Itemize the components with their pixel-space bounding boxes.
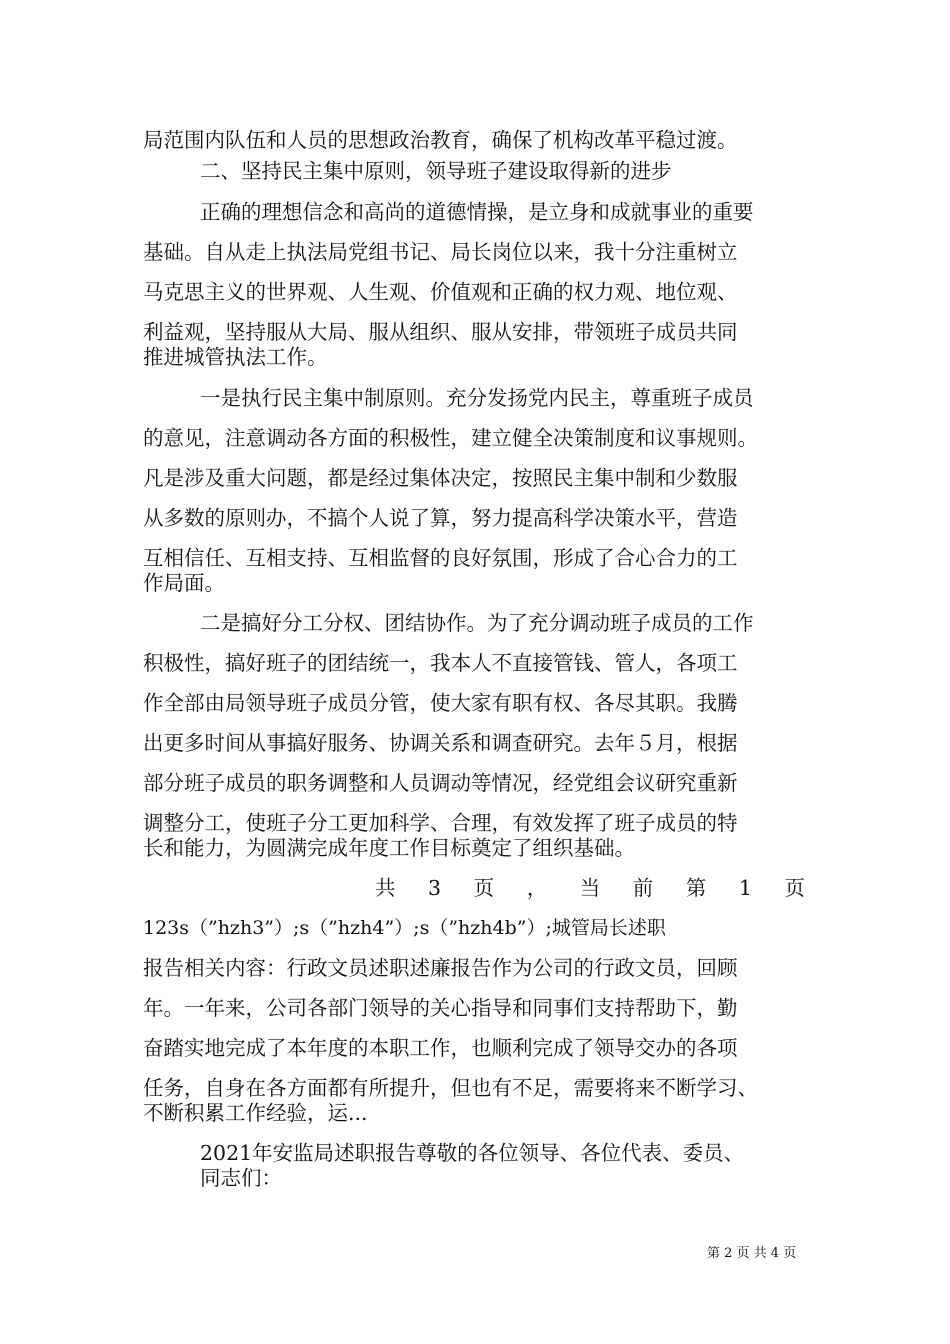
body-text-line: 局范围内队伍和人员的思想政治教育，确保了机构改革平稳过渡。: [143, 128, 738, 152]
body-text-line: 同志们：: [200, 1166, 282, 1190]
body-text-line: 二是搞好分工分权、团结协作。为了充分调动班子成员的工作: [200, 611, 754, 635]
body-text-line: 报告相关内容：行政文员述职述廉报告作为公司的行政文员，回顾: [143, 956, 738, 980]
body-text-line: 从多数的原则办，不搞个人说了算，努力提高科学决策水平，营造: [143, 506, 738, 530]
section-heading: 二、坚持民主集中原则，领导班子建设取得新的进步: [200, 159, 672, 183]
page-counter-line: [375, 873, 805, 903]
body-text-line: 的意见，注意调动各方面的积极性，建立健全决策制度和议事规则。: [143, 426, 758, 450]
body-text-line: 长和能力，为圆满完成年度工作目标奠定了组织基础。: [143, 836, 635, 860]
body-text-line: 一是执行民主集中制原则。充分发扬党内民主，尊重班子成员: [200, 386, 754, 410]
body-text-line: 作局面。: [143, 571, 225, 595]
page-counter-token: 页: [473, 876, 495, 900]
page-counter-token: 当: [579, 876, 601, 900]
body-text-line: 不断积累工作经验，运...: [143, 1101, 368, 1125]
body-text-line: 作全部由局领导班子成员分管，使大家有职有权、各尽其职。我腾: [143, 691, 738, 715]
page-counter-token: 共: [375, 876, 396, 900]
body-text-line: 奋踏实地完成了本年度的本职工作，也顺利完成了领导交办的各项: [143, 1036, 738, 1060]
body-text-line: 马克思主义的世界观、人生观、价值观和正确的权力观、地位观、: [143, 280, 738, 304]
body-text-line: 出更多时间从事搞好服务、协调关系和调查研究。去年５月，根据: [143, 731, 738, 755]
page-counter-token: 前: [632, 876, 654, 900]
body-text-line: 凡是涉及重大问题，都是经过集体决定，按照民主集中制和少数服: [143, 466, 738, 490]
body-text-line: 2021年安监局述职报告尊敬的各位领导、各位代表、委员、: [200, 1141, 745, 1165]
body-text-line: 任务，自身在各方面都有所提升，但也有不足，需要将来不断学习、: [143, 1076, 758, 1100]
body-text-line: 正确的理想信念和高尚的道德情操，是立身和成就事业的重要: [200, 200, 754, 224]
body-text-line: 年。一年来，公司各部门领导的关心指导和同事们支持帮助下，勤: [143, 996, 738, 1020]
page-footer: 第 2 页 共 4 页: [707, 1246, 797, 1261]
body-text-line: 互相信任、互相支持、互相监督的良好氛围，形成了合心合力的工: [143, 546, 738, 570]
body-text-line: 调整分工，使班子分工更加科学、合理，有效发挥了班子成员的特: [143, 811, 738, 835]
body-text-line: 利益观，坚持服从大局、服从组织、服从安排，带领班子成员共同: [143, 320, 738, 344]
body-text-line: 积极性，搞好班子的团结统一，我本人不直接管钱、管人，各项工: [143, 651, 738, 675]
body-text-line: 基础。自从走上执法局党组书记、局长岗位以来，我十分注重树立: [143, 240, 738, 264]
page-counter-token: 第: [685, 876, 707, 900]
page-counter-token: 3: [428, 876, 442, 900]
body-text-line: 123s（”hzh3”）;s（”hzh4”）;s（”hzh4b”）;城管局长述职: [143, 917, 666, 939]
body-text-line: 推进城管执法工作。: [143, 345, 328, 369]
body-text-line: 部分班子成员的职务调整和人员调动等情况，经党组会议研究重新: [143, 771, 738, 795]
page-counter-token: 页: [784, 876, 805, 900]
page-counter-token: ，: [526, 876, 548, 900]
page-counter-token: 1: [738, 876, 752, 900]
